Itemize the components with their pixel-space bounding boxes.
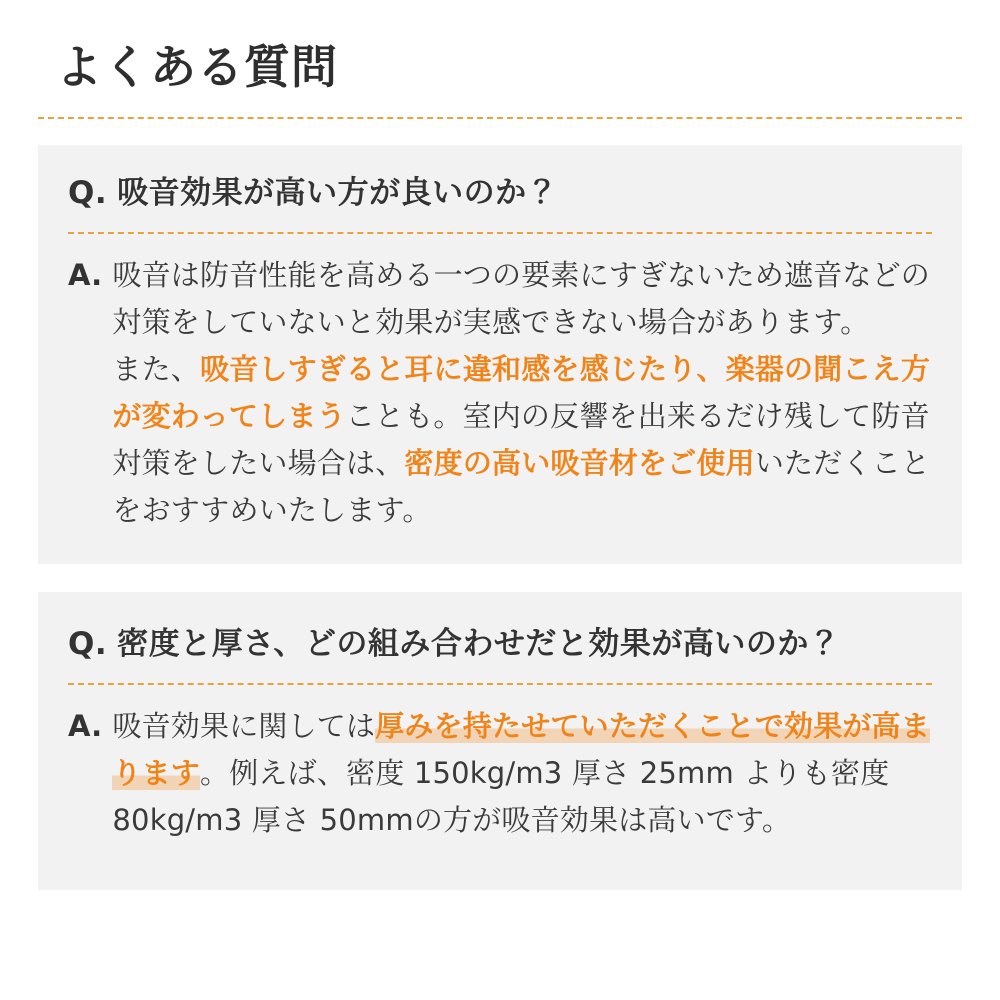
- question-divider-1: [68, 232, 932, 234]
- question-row-1: [68, 171, 932, 216]
- question-divider-2: [68, 683, 932, 685]
- faq-item-2: [38, 592, 962, 890]
- answer-marker-2: A.: [68, 708, 103, 743]
- answer-text-1: [112, 252, 932, 534]
- answer-seg-1-4: 密度の高い吸音材をご使用: [404, 446, 755, 480]
- page-title: よくある質問: [56, 40, 338, 94]
- answer-seg-1-1: また、: [112, 352, 201, 387]
- title-divider: [38, 117, 962, 119]
- question-text-2: 密度と厚さ、どの組み合わせだと効果が高いのか？: [117, 625, 841, 662]
- question-text-1: 吸音効果が高い方が良いのか？: [117, 175, 559, 212]
- question-marker-1: Q.: [68, 175, 108, 212]
- question-marker-2: Q.: [68, 625, 108, 662]
- answer-seg-2-0: 吸音効果に関しては: [112, 708, 376, 743]
- answer-text-2: [112, 703, 932, 844]
- answer-seg-2-1: 厚みを持たせていただくことで効果が高まります: [112, 708, 931, 790]
- question-row-2: [68, 622, 932, 667]
- answer-seg-2-2: 。例えば、密度 150kg/m3 厚さ 25mm よりも密度 80kg/m3 厚さ 50mmの方が吸音効果は高いです。: [112, 755, 890, 837]
- faq-item-1: [38, 145, 962, 564]
- answer-seg-1-5: いただくことをおすすめいたします。: [112, 446, 931, 527]
- answer-row-1: [68, 252, 932, 534]
- answer-seg-1-3: ことも。室内の反響を出来るだけ残して防音対策をしたい場合は、: [112, 399, 930, 480]
- answer-marker-1: A.: [68, 258, 103, 293]
- answer-seg-1-0: 吸音は防音性能を高める一つの要素にすぎないため遮音などの対策をしていないと効果が実感できない場合があります。: [112, 258, 931, 340]
- answer-seg-1-2: 吸音しすぎると耳に違和感を感じたり、楽器の聞こえ方が変わってしまう: [112, 352, 931, 434]
- answer-row-2: [68, 703, 932, 844]
